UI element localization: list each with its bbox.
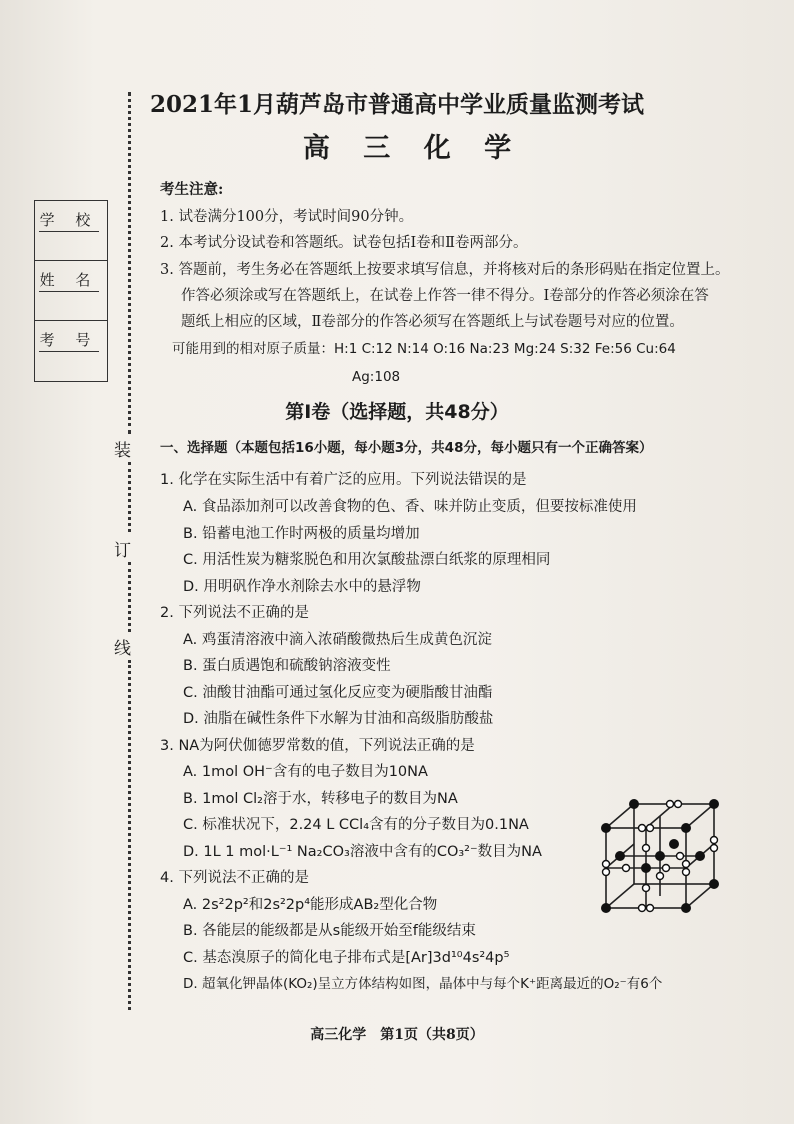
binding-dotted-line (128, 462, 131, 532)
note-item: 题纸上相应的区域，Ⅱ卷部分的作答必须写在答题纸上与试卷题号对应的位置。 (181, 314, 684, 330)
question-option: A. 食品添加剂可以改善食物的色、香、味并防止变质，但要按标准使用 (183, 499, 637, 515)
question-option: D. 1L 1 mol·L⁻¹ Na₂CO₃溶液中含有的CO₃²⁻数目为NA (183, 844, 542, 860)
question-option: B. 铅蓄电池工作时两极的质量均增加 (183, 526, 420, 542)
question-option: B. 1mol Cl₂溶于水，转移电子的数目为NA (183, 791, 458, 807)
note-item: 作答必须涂或写在答题纸上，在试卷上作答一律不得分。Ⅰ卷部分的作答必须涂在答 (181, 288, 709, 304)
school-label: 学 校 (39, 209, 99, 232)
question-stem: 3. NA为阿伏伽德罗常数的值，下列说法正确的是 (160, 738, 475, 754)
exam-number-label: 考 号 (39, 329, 99, 352)
binding-mark-zhuang: 装 (114, 441, 131, 461)
question-option: D. 用明矾作净水剂除去水中的悬浮物 (183, 579, 421, 595)
crystal-lattice-cube-icon (596, 798, 726, 918)
question-option: B. 各能层的能级都是从s能级开始至f能级结束 (183, 923, 476, 939)
question-option: C. 基态溴原子的简化电子排布式是[Ar]3d¹⁰4s²4p⁵ (183, 950, 510, 966)
name-label: 姓 名 (39, 269, 99, 292)
exam-number-field[interactable] (35, 321, 107, 381)
section-instruction: 一、选择题（本题包括16小题，每小题3分，共48分，每小题只有一个正确答案） (160, 440, 653, 456)
question-option: C. 用活性炭为糖浆脱色和用次氯酸盐漂白纸浆的原理相同 (183, 552, 551, 568)
binding-mark-xian: 线 (114, 639, 131, 659)
notes-heading: 考生注意: (160, 181, 224, 198)
question-stem: 1. 化学在实际生活中有着广泛的应用。下列说法错误的是 (160, 472, 527, 488)
note-item: 1. 试卷满分100分，考试时间90分钟。 (160, 209, 414, 225)
atomic-mass-line: 可能用到的相对原子质量：H:1 C:12 N:14 O:16 Na:23 Mg:24 S:32 Fe:56 Cu:64 (172, 341, 676, 357)
school-field[interactable] (35, 201, 107, 261)
name-field[interactable] (35, 261, 107, 321)
question-option: A. 1mol OH⁻含有的电子数目为10NA (183, 764, 428, 780)
exam-title: 2021年1月葫芦岛市普通高中学业质量监测考试 (149, 91, 645, 118)
binding-mark-ding: 订 (114, 541, 131, 561)
note-item: 2. 本考试分设试卷和答题纸。试卷包括Ⅰ卷和Ⅱ卷两部分。 (160, 235, 528, 251)
note-item: 3. 答题前，考生务必在答题纸上按要求填写信息，并将核对后的条形码贴在指定位置上。 (160, 262, 730, 278)
subject-title: 高 三 化 学 (302, 133, 524, 164)
question-option: B. 蛋白质遇饱和硫酸钠溶液变性 (183, 658, 391, 674)
question-option: D. 油脂在碱性条件下水解为甘油和高级脂肪酸盐 (183, 711, 494, 727)
section-title: 第Ⅰ卷（选择题，共48分） (285, 401, 509, 423)
question-option: C. 油酸甘油酯可通过氢化反应变为硬脂酸甘油酯 (183, 685, 493, 701)
page-footer: 高三化学 第1页（共8页） (310, 1027, 484, 1043)
question-option: A. 鸡蛋清溶液中滴入浓硝酸微热后生成黄色沉淀 (183, 632, 492, 648)
question-stem: 2. 下列说法不正确的是 (160, 605, 309, 621)
binding-dotted-line (128, 562, 131, 632)
binding-dotted-line (128, 660, 131, 1010)
student-info-box (34, 200, 108, 382)
question-stem: 4. 下列说法不正确的是 (160, 870, 309, 886)
atomic-mass-line: Ag:108 (352, 369, 401, 385)
question-option: C. 标准状况下，2.24 L CCl₄含有的分子数目为0.1NA (183, 817, 529, 833)
question-option: A. 2s²2p²和2s²2p⁴能形成AB₂型化合物 (183, 897, 438, 913)
question-option: D. 超氧化钾晶体(KO₂)呈立方体结构如图，晶体中与每个K⁺距离最近的O₂⁻有6个 (183, 976, 663, 992)
